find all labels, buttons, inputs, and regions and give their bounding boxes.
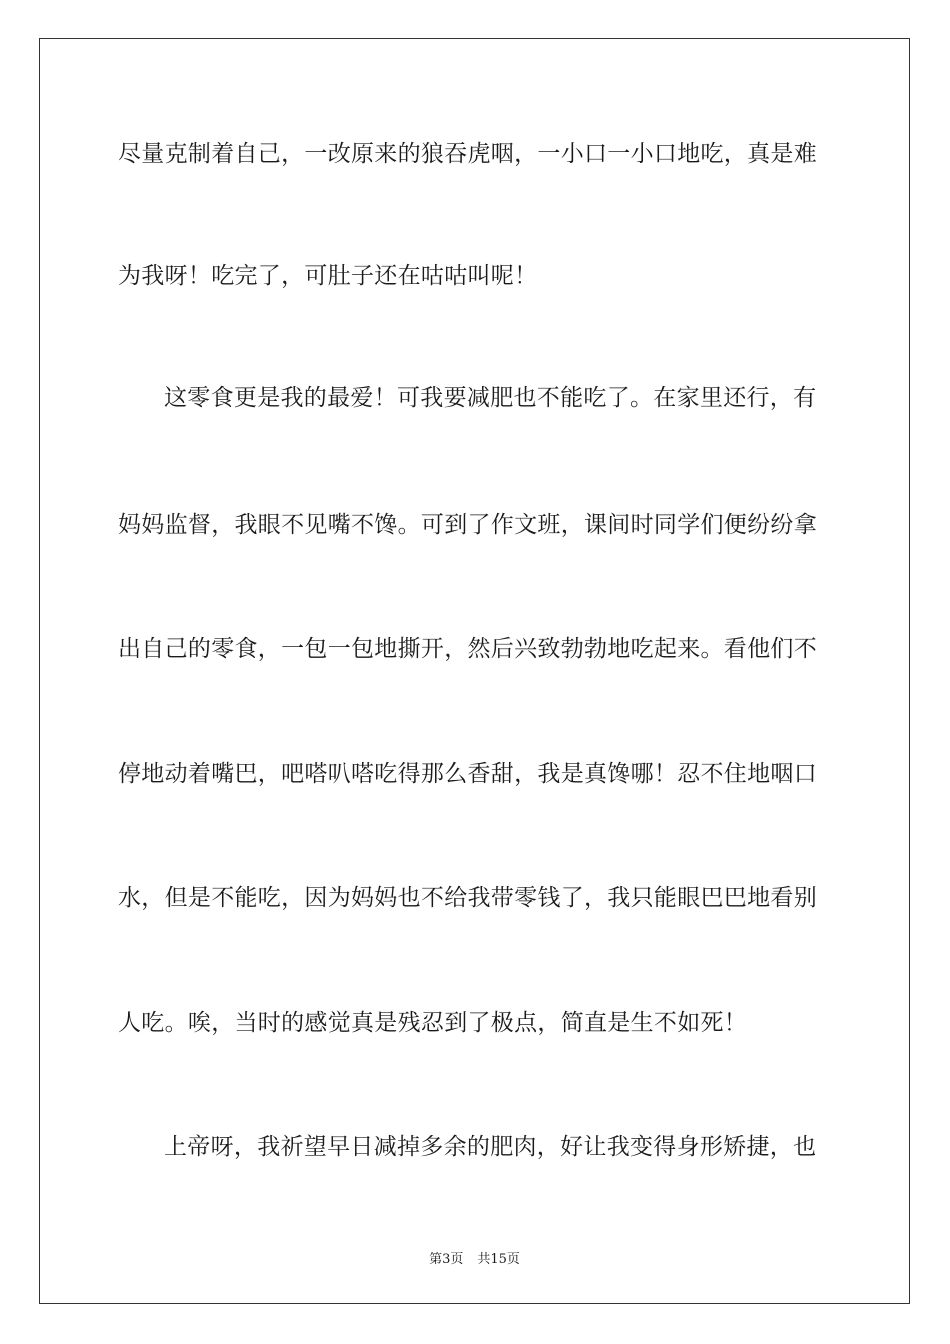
text-line-3: 这零食更是我的最爱！可我要减肥也不能吃了。在家里还行，有	[164, 385, 817, 411]
text-line-1: 尽量克制着自己，一改原来的狼吞虎咽，一小口一小口地吃，真是难	[118, 141, 817, 167]
text-line-4: 妈妈监督，我眼不见嘴不馋。可到了作文班，课间时同学们便纷纷拿	[118, 512, 817, 538]
text-line-5: 出自己的零食，一包一包地撕开，然后兴致勃勃地吃起来。看他们不	[118, 636, 817, 662]
page-total: 共15页	[477, 1252, 520, 1267]
text-line-2: 为我呀！吃完了，可肚子还在咕咕叫呢！	[118, 263, 538, 289]
text-line-6: 停地动着嘴巴，吧嗒叭嗒吃得那么香甜，我是真馋哪！忍不住地咽口	[118, 761, 817, 787]
text-line-7: 水，但是不能吃，因为妈妈也不给我带零钱了，我只能眼巴巴地看别	[118, 885, 817, 911]
page-footer	[40, 1248, 909, 1267]
text-line-8: 人吃。唉，当时的感觉真是残忍到了极点，简直是生不如死！	[118, 1010, 748, 1036]
page-number: 第3页	[429, 1252, 464, 1267]
document-page	[39, 38, 910, 1304]
text-line-9: 上帝呀，我祈望早日减掉多余的肥肉，好让我变得身形矫捷，也	[164, 1134, 817, 1160]
